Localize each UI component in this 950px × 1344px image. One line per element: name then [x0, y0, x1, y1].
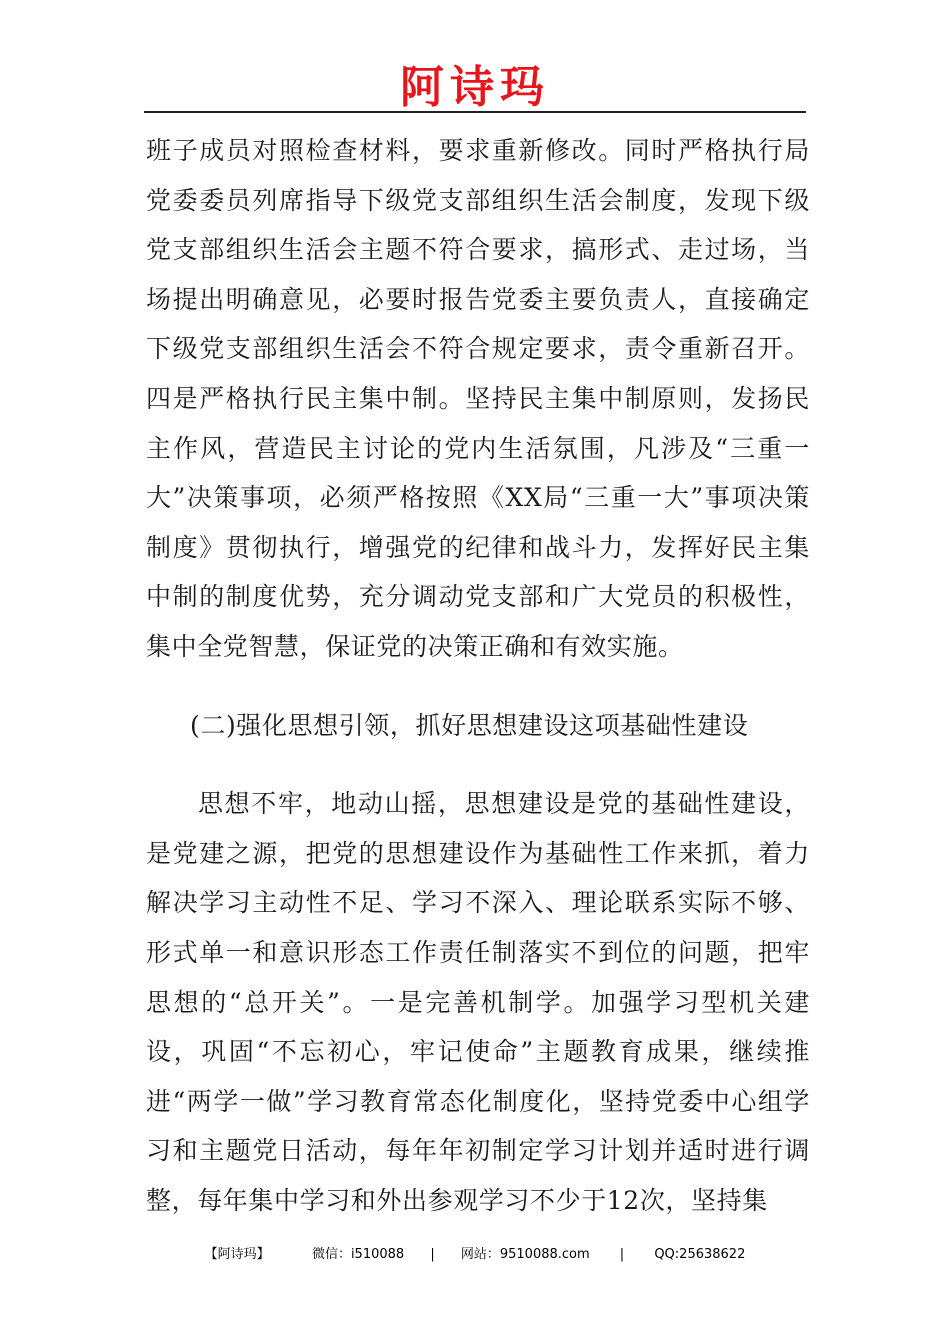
footer-separator: |	[619, 1247, 625, 1262]
body-paragraph: 思想不牢，地动山摇，思想建设是党的基础性建设，是党建之源，把党的思想建设作为基础性工作来抓，着力解决学习主动性不足、学习不深入、理论联系实际不够、形式单一和意识形态工作责任制落实不到位的问题，把牢思想的“总开关”。一是完善机制学。加强学习型机关建设，巩固“不忘初心，牢记使命”主题教育成果，继续推进“两学一做”学习教育常态化制度化，坚持党委中心组学习和主题党日活动，每年年初制定学习计划并适时进行调整，每年集中学习和外出参观学习不少于12次，坚持集	[146, 789, 810, 1215]
footer-separator: |	[430, 1247, 435, 1262]
footer-website: 网站：9510088.com	[460, 1247, 590, 1262]
footer-wechat: 微信：i510088	[311, 1247, 405, 1262]
footer-qq: QQ:25638622	[654, 1247, 746, 1262]
header-logo: 阿诗玛	[400, 62, 550, 113]
footer-brand: 【阿诗玛】	[204, 1247, 270, 1262]
document-body	[146, 126, 810, 1225]
section-heading: (二)强化思想引领，抓好思想建设这项基础性建设	[190, 710, 749, 740]
page-footer	[0, 1245, 950, 1265]
header-divider	[144, 111, 806, 113]
body-paragraph-continued: 班子成员对照检查材料，要求重新修改。同时严格执行局党委委员列席指导下级党支部组织生活会制度，发现下级党支部组织生活会主题不符合要求，搞形式、走过场，当场提出明确意见，必要时报告党委主要负责人，直接确定下级党支部组织生活会不符合规定要求，责令重新召开。四是严格执行民主集中制。坚持民主集中制原则，发扬民主作风，营造民主讨论的党内生活氛围，凡涉及“三重一大”决策事项，必须严格按照《XX局“三重一大”事项决策制度》贯彻执行，增强党的纪律和战斗力，发挥好民主集中制的制度优势，充分调动党支部和广大党员的积极性，集中全党智慧，保证党的决策正确和有效实施。	[146, 136, 810, 661]
